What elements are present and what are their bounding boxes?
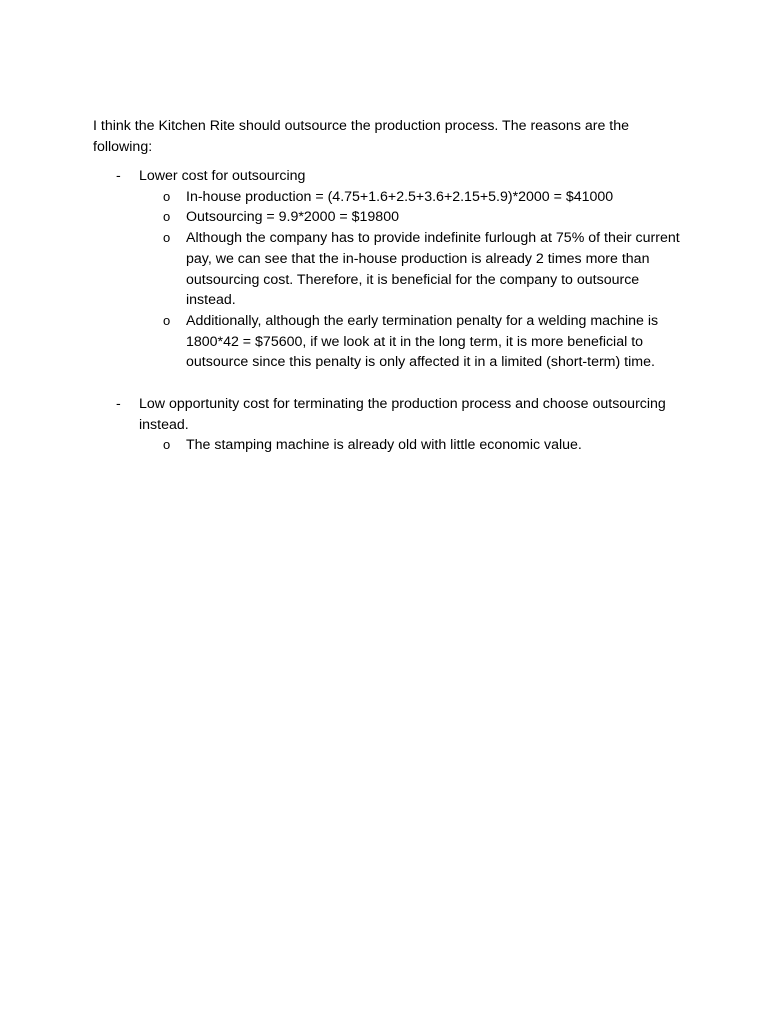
- sub-bullet-text: The stamping machine is already old with little economic value.: [186, 437, 582, 454]
- sub-bullet-text: Additionally, although the early termination penalty for a welding machine is 1800*42 = $75600, if we look at it in the long term, it is more beneficial to outsource since this penalty is only affected it in a limited (short-term) time.: [186, 312, 659, 371]
- sub-bullet-item: [139, 207, 683, 228]
- bullet-text: Low opportunity cost for terminating the production process and choose outsourcing instead.: [139, 396, 666, 433]
- sub-bullet-text: Outsourcing = 9.9*2000 = $19800: [186, 209, 399, 226]
- circle-bullet-icon: o: [163, 312, 171, 328]
- circle-bullet-icon: o: [163, 209, 171, 225]
- intro-paragraph: I think the Kitchen Rite should outsource the production process. The reasons are the following:: [93, 118, 630, 155]
- sub-bullet-text: Although the company has to provide indefinite furlough at 75% of their current pay, we can see that the in-house production is already 2 times more than outsourcing cost. Therefore, it is beneficial for the company to outsource instead.: [186, 230, 680, 309]
- dash-bullet-icon: -: [116, 168, 121, 184]
- sub-bullet-item: [139, 187, 683, 208]
- sub-bullet-item: [139, 311, 683, 373]
- sub-bullet-item: [139, 435, 683, 456]
- circle-bullet-icon: o: [163, 188, 171, 204]
- dash-bullet-icon: -: [116, 396, 121, 412]
- bullet-text: Lower cost for outsourcing: [139, 168, 306, 184]
- circle-bullet-icon: o: [163, 437, 171, 453]
- bullet-item-lower-cost: [93, 166, 683, 373]
- bullet-item-opportunity-cost: [93, 394, 683, 456]
- sub-bullet-item: [139, 228, 683, 311]
- sub-bullet-text: In-house production = (4.75+1.6+2.5+3.6+2.15+5.9)*2000 = $41000: [186, 188, 614, 205]
- circle-bullet-icon: o: [163, 230, 171, 246]
